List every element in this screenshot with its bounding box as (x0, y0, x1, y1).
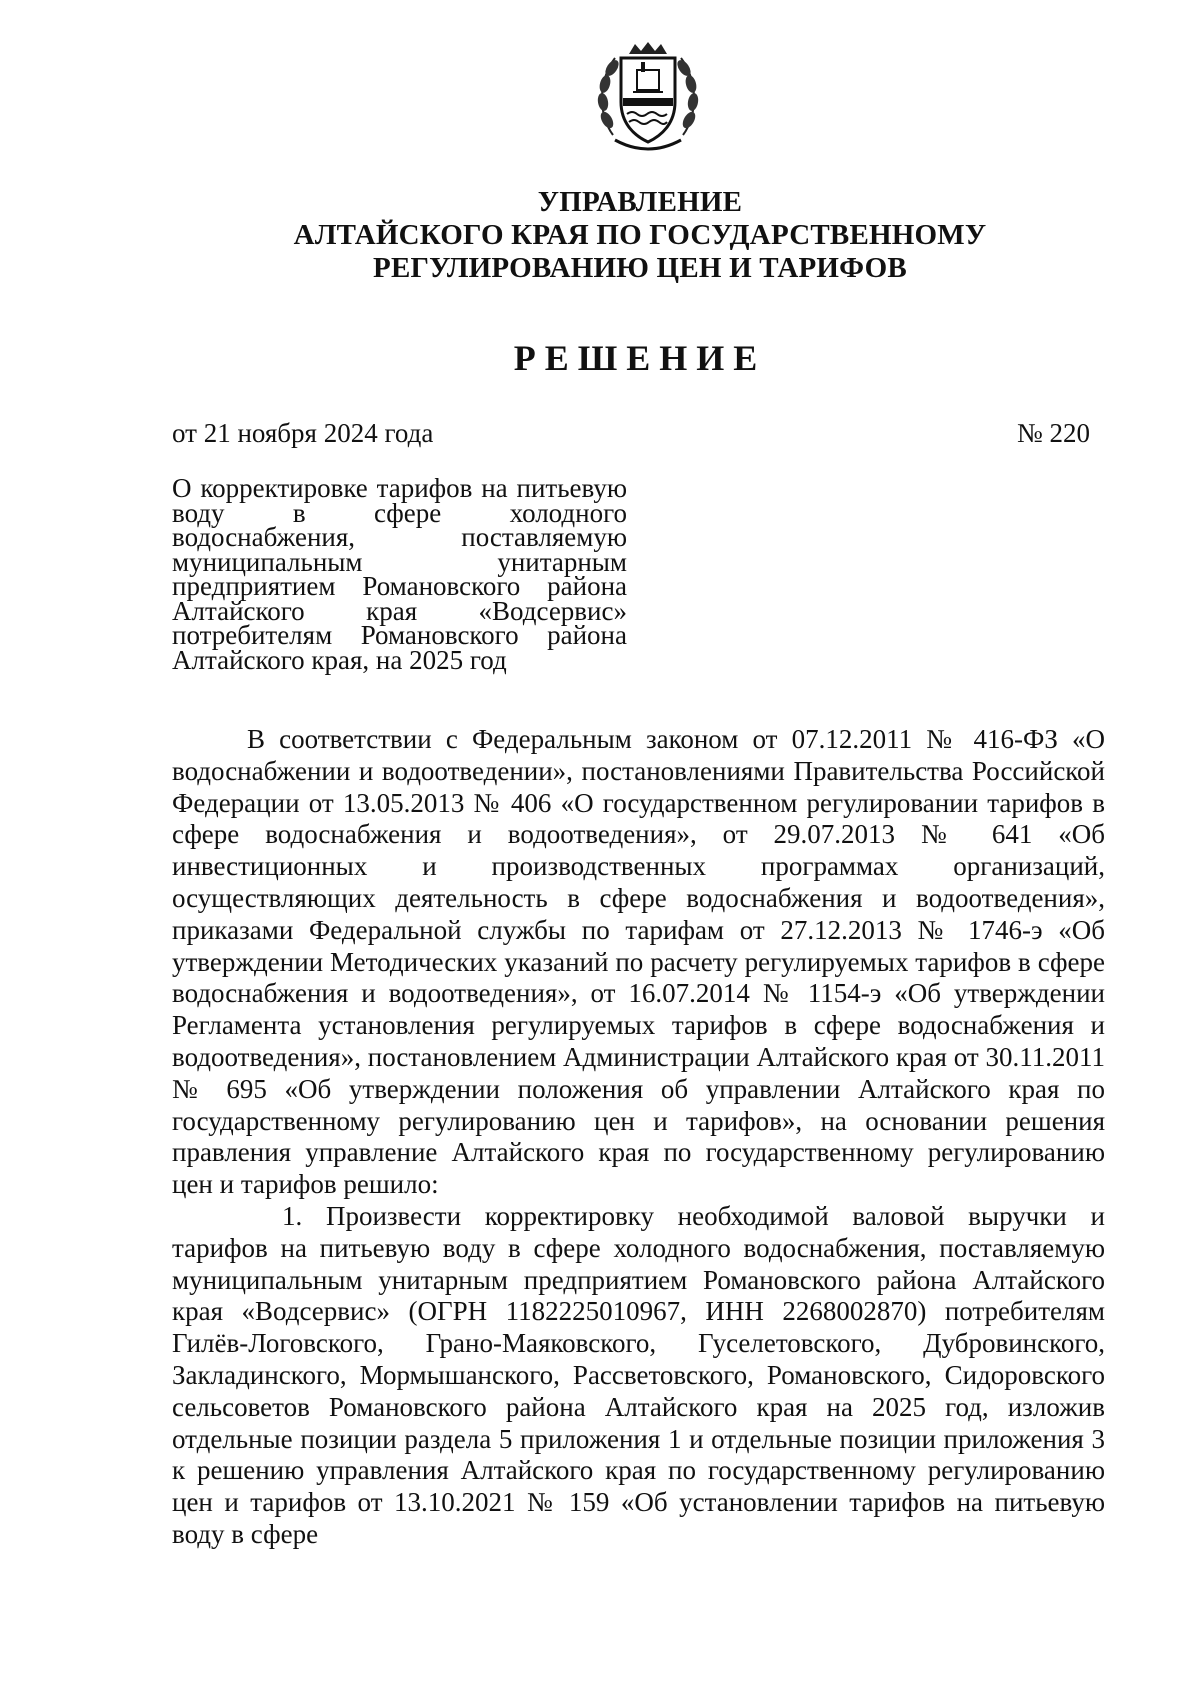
document-number: № 220 (1016, 418, 1090, 448)
agency-header (200, 186, 1080, 285)
document-subject: О корректировке тарифов на питьевую воду в сфере холодного водоснабжения, поставляемую муниципальным унитарным предприятием Романовского района Алтайского края «Водсервис» потребителям Романовского района Алтайского края, на 2025 год (172, 473, 627, 675)
header-line-1: УПРАВЛЕНИЕ (537, 186, 743, 218)
body-paragraph: 1. Произвести корректировку необходимой валовой выручки и тарифов на питьевую воду в сфере холодного водоснабжения, поставляемую муниципальным унитарным предприятием Романовского района Алтайского края «Водсервис» (ОГРН 1182225010967, ИНН 2268002870) потребителям Гилёв-Логовского, Грано-Маяковского, Гуселетовского, Дубровинского, Закладинского, Мормышанского, Рассветовского, Романовского, Сидоровского сельсоветов Романовского района Алтайского края на 2025 год, изложив отдельные позиции раздела 5 приложения 1 и отдельные позиции приложения 3 к решению управления Алтайского края по государственному регулированию цен и тарифов от 13.10.2021 № 159 «Об установлении тарифов на питьевую воду в сфере (172, 1200, 1105, 1549)
document-title: РЕШЕНИЕ (513, 338, 767, 378)
altai-coat-of-arms-icon (593, 40, 703, 158)
header-line-3: РЕГУЛИРОВАНИЮ ЦЕН И ТАРИФОВ (373, 252, 907, 284)
document-date: от 21 ноября 2024 года (172, 418, 434, 448)
header-line-2: АЛТАЙСКОГО КРАЯ ПО ГОСУДАРСТВЕННОМУ (293, 219, 987, 251)
document-body (172, 724, 1105, 1551)
body-paragraph: В соответствии с Федеральным законом от 07.12.2011 № 416-ФЗ «О водоснабжении и водоотведении», постановлениями Правительства Российской Федерации от 13.05.2013 № 406 «О государственном регулировании тарифов в сфере водоснабжения и водоотведения», от 29.07.2013 № 641 «Об инвестиционных и производственных программах организаций, осуществляющих деятельность в сфере водоснабжения и водоотведения», приказами Федеральной службы по тарифам от 27.12.2013 № 1746-э «Об утверждении Методических указаний по расчету регулируемых тарифов в сфере водоснабжения и водоотведения», от 16.07.2014 № 1154-э «Об утверждении Регламента установления регулируемых тарифов в сфере водоснабжения и водоотведения», постановлением Администрации Алтайского края от 30.11.2011 № 695 «Об утверждении положения об управлении Алтайского края по государственному регулированию цен и тарифов», на основании решения правления управление Алтайского края по государственному регулированию цен и тарифов решило: (172, 724, 1105, 1200)
